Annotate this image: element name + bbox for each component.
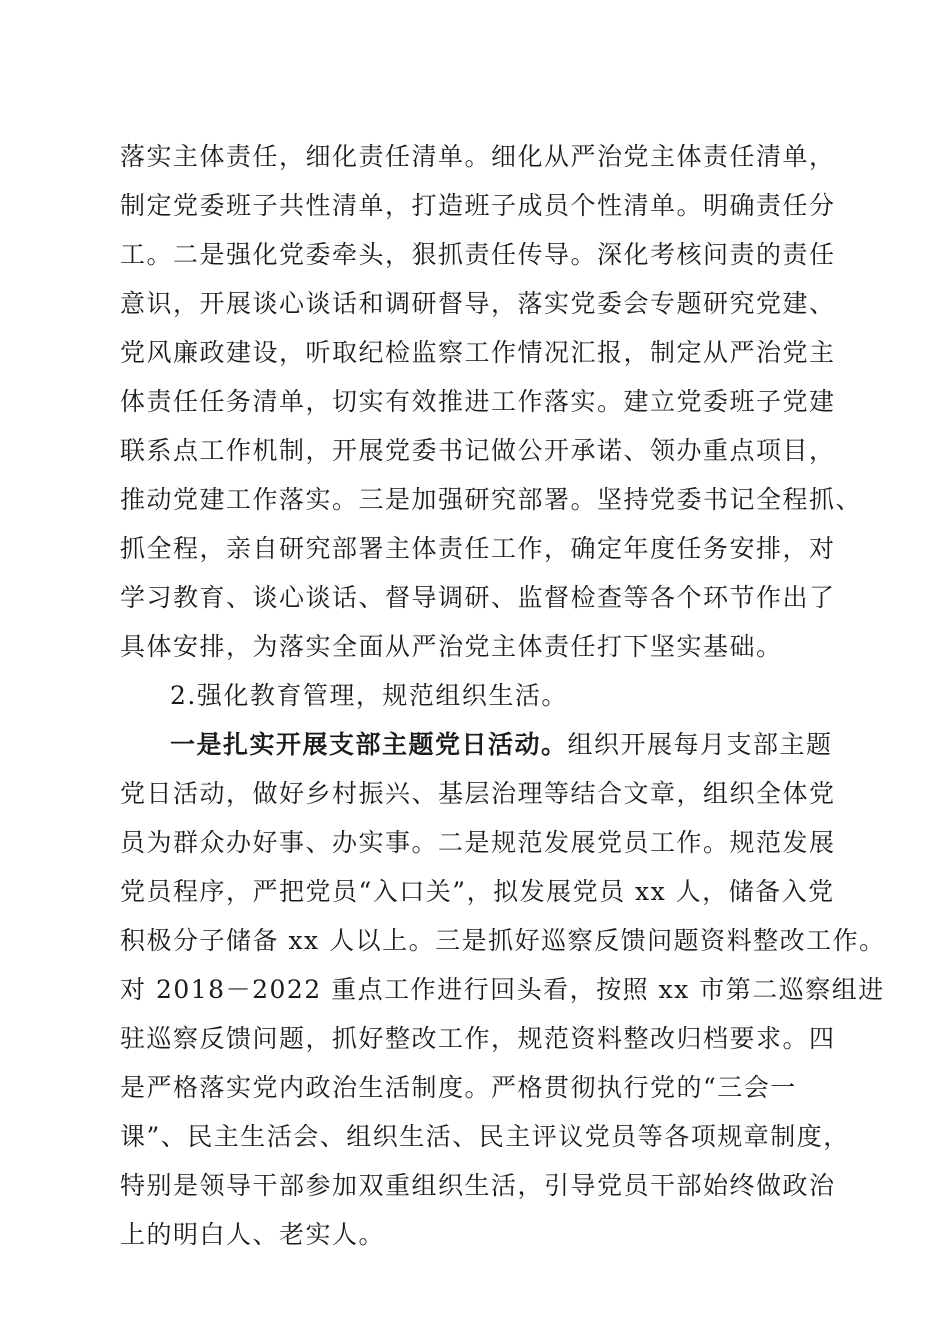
section-heading: 2.强化教育管理，规范组织生活。 bbox=[170, 681, 568, 710]
text-line: 联系点工作机制，开展党委书记做公开承诺、领办重点项目， bbox=[120, 436, 836, 465]
text-line: 驻巡察反馈问题，抓好整改工作，规范资料整改归档要求。四 bbox=[120, 1024, 836, 1053]
text-line: 上的明白人、老实人。 bbox=[120, 1220, 386, 1249]
text-line: 具体安排，为落实全面从严治党主体责任打下坚实基础。 bbox=[120, 632, 783, 661]
text-line: 工。二是强化党委牵头，狠抓责任传导。深化考核问责的责任 bbox=[120, 240, 836, 269]
paragraph-first-line bbox=[170, 730, 833, 760]
first-line-rest: 组织开展每月支部主题 bbox=[567, 730, 833, 759]
text-line: 党日活动，做好乡村振兴、基层治理等结合文章，组织全体党 bbox=[120, 779, 836, 808]
text-line: 制定党委班子共性清单，打造班子成员个性清单。明确责任分 bbox=[120, 191, 836, 220]
text-line: 抓全程，亲自研究部署主体责任工作，确定年度任务安排，对 bbox=[120, 534, 836, 563]
bold-lead: 一是扎实开展支部主题党日活动。 bbox=[170, 730, 568, 759]
text-line: 特别是领导干部参加双重组织生活，引导党员干部始终做政治 bbox=[120, 1171, 836, 1200]
text-line: 意识，开展谈心谈话和调研督导，落实党委会专题研究党建、 bbox=[120, 289, 836, 318]
text-line: 学习教育、谈心谈话、督导调研、监督检查等各个环节作出了 bbox=[120, 583, 836, 612]
text-line: 是严格落实党内政治生活制度。严格贯彻执行党的“三会一 bbox=[120, 1073, 797, 1102]
text-line: 党风廉政建设，听取纪检监察工作情况汇报，制定从严治党主 bbox=[120, 338, 836, 367]
text-line: 积极分子储备 xx 人以上。三是抓好巡察反馈问题资料整改工作。 bbox=[120, 926, 886, 955]
text-line: 党员程序，严把党员“入口关”，拟发展党员 xx 人，储备入党 bbox=[120, 877, 835, 906]
text-line: 员为群众办好事、办实事。二是规范发展党员工作。规范发展 bbox=[120, 828, 836, 857]
text-line: 课”、民主生活会、组织生活、民主评议党员等各项规章制度， bbox=[120, 1122, 850, 1151]
text-line: 推动党建工作落实。三是加强研究部署。坚持党委书记全程抓、 bbox=[120, 485, 863, 514]
text-line: 体责任任务清单，切实有效推进工作落实。建立党委班子党建 bbox=[120, 387, 836, 416]
text-line: 对 2018－2022 重点工作进行回头看，按照 xx 市第二巡察组进 bbox=[120, 975, 885, 1004]
text-line: 落实主体责任，细化责任清单。细化从严治党主体责任清单， bbox=[120, 142, 836, 171]
